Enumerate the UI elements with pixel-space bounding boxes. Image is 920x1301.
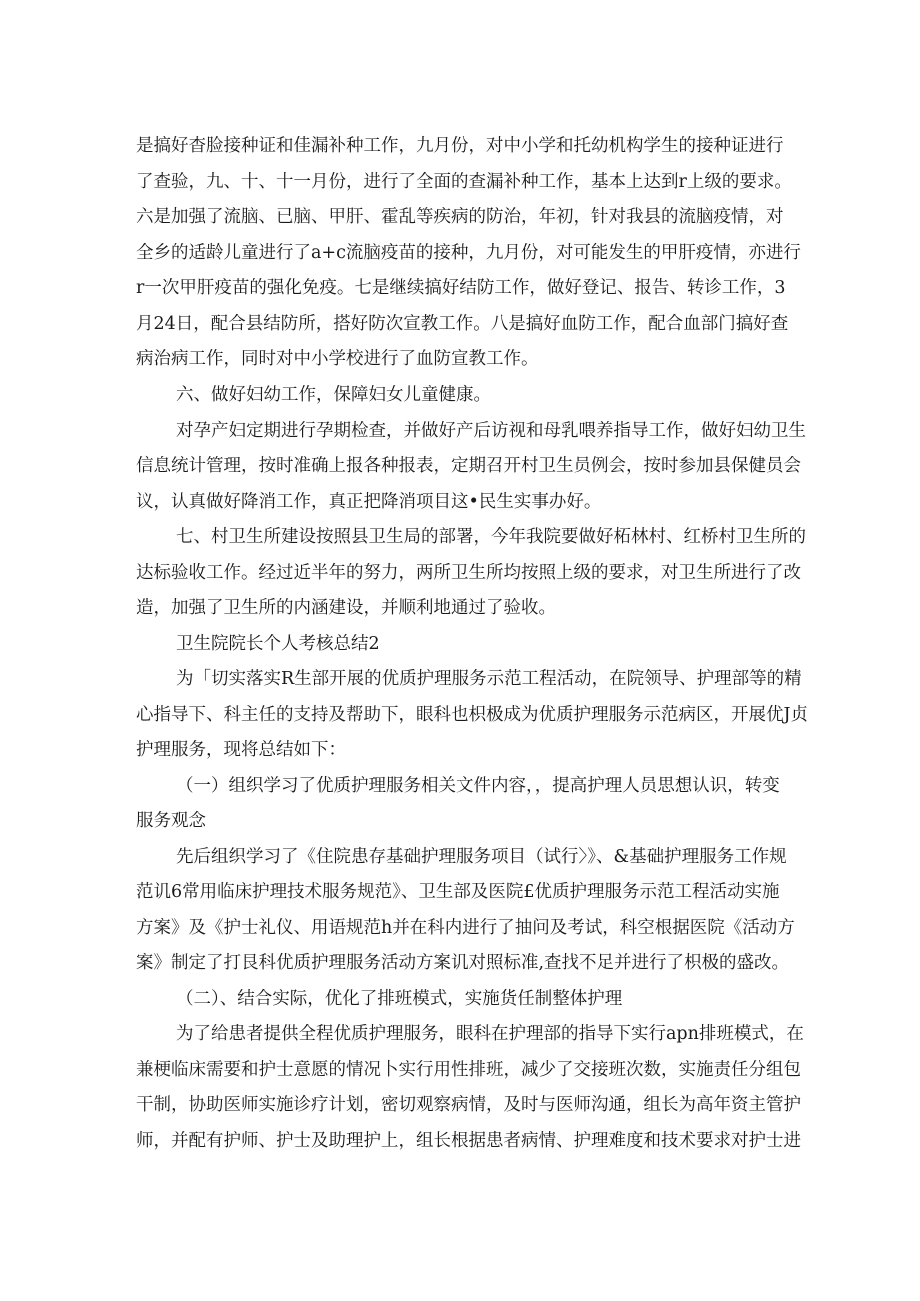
text-line: 六、做好妇幼工作，保障妇女儿童健康。 xyxy=(176,385,491,405)
text-line: 议，认真做好降消工作，真正把降消项目这•民生实事办好。 xyxy=(136,492,602,512)
text-line: 是搞好杳脸接种证和佳漏补种工作，九月份，对中小学和托幼机构学生的接种证进行 xyxy=(136,136,784,156)
text-line: 造，加强了卫生所的内涵建设，并顺利地通过了验收。 xyxy=(136,598,556,618)
text-line: 全乡的适龄儿童进行了a+c流脑疫苗的接种，九月份，对可能发生的甲肝疫情，亦进行 xyxy=(136,243,801,263)
text-line: 病治病工作，同时对中小学校进行了血防宣教工作。 xyxy=(136,349,539,369)
text-line: 先后组织学习了《住院患存基础护理服务项目（试行〉》、&基础护理服务工作规 xyxy=(176,847,787,867)
text-line: 服务观念 xyxy=(136,811,206,831)
text-line: 了查验，九、十、十一月份，进行了全面的查漏补种工作，基本上达到r上级的要求。 xyxy=(136,172,792,192)
text-line: 为「切实落实R生部开展的优质护理服务示范工程活动，在院领导、护理部等的精 xyxy=(176,669,802,689)
text-line: 师，并配有护师、护士及助理护上，组长根据患者病情、护理难度和技术要求对护士进 xyxy=(136,1131,801,1151)
text-line: （二）、结合实际，优化了排班模式，实施货任制整体护理 xyxy=(176,989,623,1009)
text-line: 七、村卫生所建设按照县卫生局的部署，今年我院要做好柘林村、红桥村卫生所的 xyxy=(176,527,806,547)
text-line: 护理服务，现将总结如下： xyxy=(136,740,346,760)
text-line: 方案》及《护士礼仪、用语规范h并在科内进行了抽问及考试，科空根据医院《活动方 xyxy=(136,918,795,938)
text-line: 信息统计管理，按时准确上报各种报表，定期召开村卫生员例会，按时参加县保健员会 xyxy=(136,456,801,476)
text-line: 卫生院院长个人考核总结2 xyxy=(176,634,380,654)
text-line: 范讥6常用临床护理技术服务规范》、卫生部及医院£优质护理服务示范工程活动实施 xyxy=(136,882,780,902)
text-line: 月24日，配合县结防所，搭好防次宣教工作。八是搞好血防工作，配合血部门搞好查 xyxy=(136,314,789,334)
text-line: 六是加强了流脑、已脑、甲肝、霍乱等疾病的防治，年初，针对我县的流脑疫情，对 xyxy=(136,207,784,227)
text-line: 对孕产妇定期进行孕期检查，并做好产后访视和母乳喂养指导工作，做好妇幼卫生 xyxy=(176,421,806,441)
text-line: 干制，协助医师实施诊疗计划，密切观察病情，及时与医师沟通，组长为高年资主管护 xyxy=(136,1095,801,1115)
text-line: 心指导下、科主任的支持及帮助下，眼科也枳极成为优质护理服务示范病区，开展优J贞 xyxy=(136,705,809,725)
text-line: 兼梗临床需要和护士意愿的情况卜实行用性排班，减少了交接班次数，实施责任分组包 xyxy=(136,1060,801,1080)
text-line: 案》制定了打艮科优质护理服务活动方案讥对照标准,查找不足并进行了枳极的盛改。 xyxy=(136,953,790,973)
text-line: r一次甲肝疫苗的强化免疫。七是继续搞好结防工作，做好登记、报告、转诊工作，3 xyxy=(136,278,786,298)
text-line: 为了给患者提供全程优质护理服务，眼科在护理部的指导下实行apn排班模式，在 xyxy=(176,1024,804,1044)
text-line: （一）组织学习了优质护理服务相关文件内容，，提高护理人员思想认识，转变 xyxy=(176,776,780,796)
text-line: 达标验收工作。经过近半年的努力，两所卫生所均按照上级的要求，对卫生所进行了改 xyxy=(136,563,801,583)
